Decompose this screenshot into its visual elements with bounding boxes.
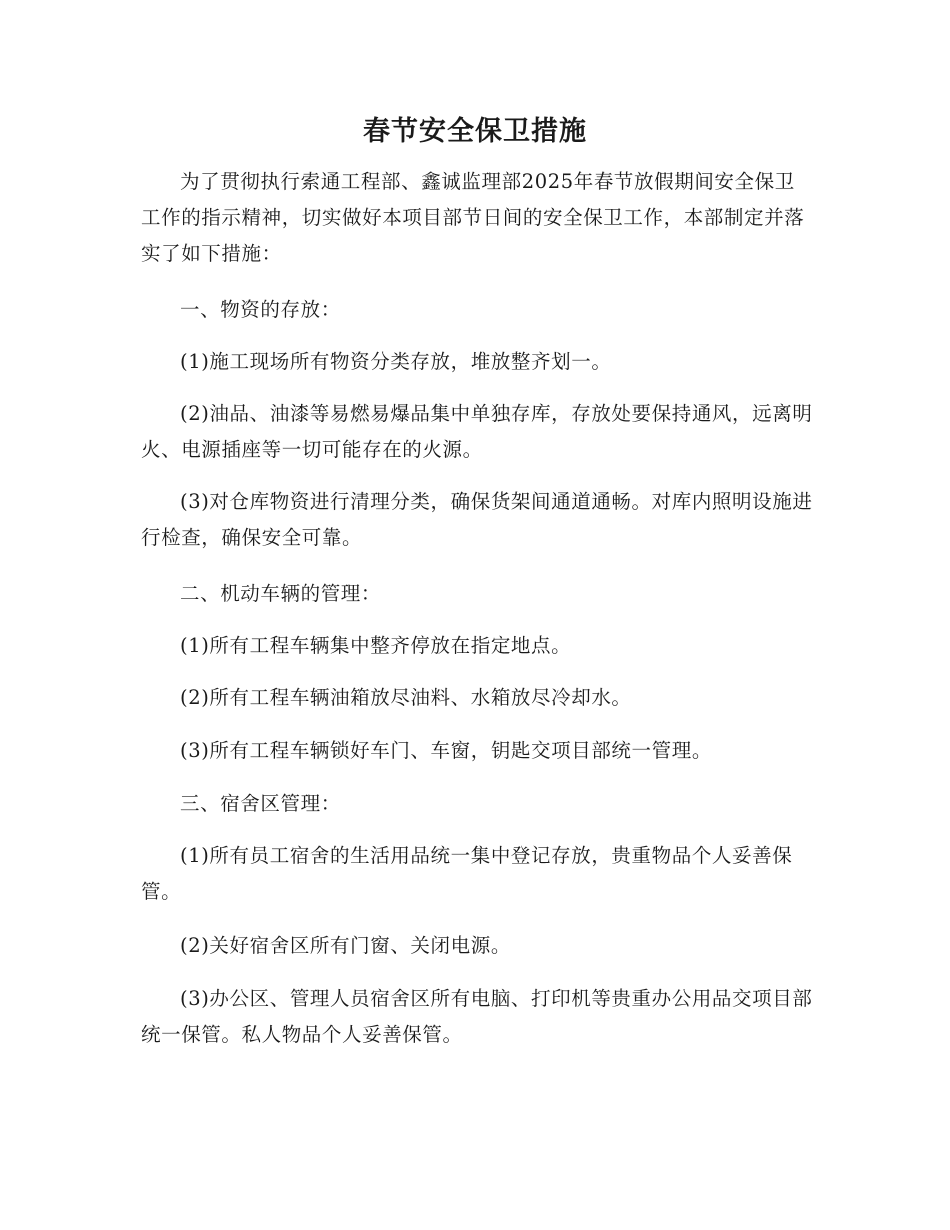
section-heading-vehicles: 二、机动车辆的管理：: [180, 582, 382, 605]
list-item: (1)所有员工宿舍的生活用品统一集中登记存放，贵重物品个人妥善保管。: [141, 844, 793, 903]
section-heading-dormitory: 三、宿舍区管理：: [180, 792, 341, 815]
list-item: (2)油品、油漆等易燃易爆品集中单独存库，存放处要保持通风，远离明火、电源插座等一切可能存在的火源。: [141, 402, 813, 461]
list-item: (3)办公区、管理人员宿舍区所有电脑、打印机等贵重办公用品交项目部统一保管。私人物品个人妥善保管。: [141, 987, 813, 1046]
intro-paragraph: 为了贯彻执行索通工程部、鑫诚监理部2025年春节放假期间安全保卫工作的指示精神，切实做好本项目部节日间的安全保卫工作，本部制定并落实了如下措施：: [141, 170, 805, 265]
document-title: 春节安全保卫措施: [363, 116, 587, 147]
list-item: (3)所有工程车辆锁好车门、车窗，钥匙交项目部统一管理。: [180, 739, 712, 762]
list-item: (2)关好宿舍区所有门窗、关闭电源。: [180, 934, 511, 957]
list-item: (2)所有工程车辆油箱放尽油料、水箱放尽冷却水。: [180, 686, 632, 709]
section-heading-materials: 一、物资的存放：: [180, 298, 341, 321]
list-item: (1)施工现场所有物资分类存放，堆放整齐划一。: [180, 350, 612, 373]
list-item: (1)所有工程车辆集中整齐停放在指定地点。: [180, 634, 572, 657]
list-item: (3)对仓库物资进行清理分类，确保货架间通道通畅。对库内照明设施进行检查，确保安全可靠。: [141, 490, 813, 549]
